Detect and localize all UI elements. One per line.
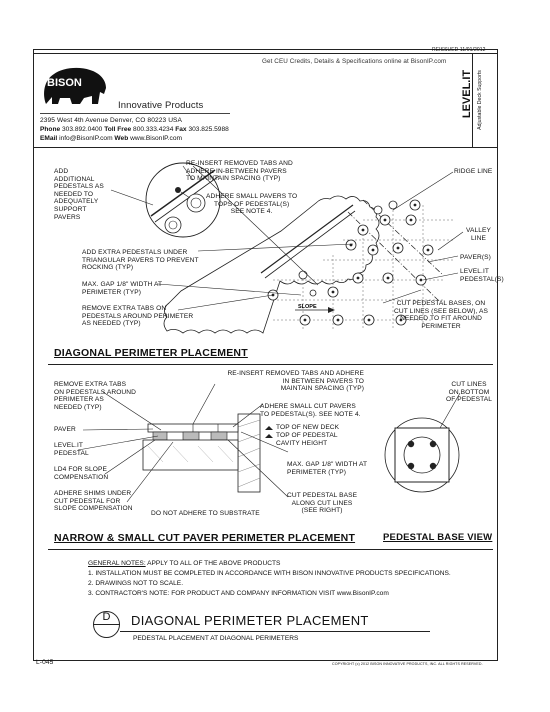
label-reinsert-tabs: RE-INSERT REMOVED TABS AND ADHERE IN-BETWEEN PAVERS TO MAINTAIN SPACING (TYP) [186, 160, 293, 183]
label-n-do-not-adhere: DO NOT ADHERE TO SUBSTRATE [151, 510, 260, 517]
label-cut-lines: CUT LINES ON BOTTOM OF PEDESTAL [446, 381, 493, 404]
company-name: Innovative Products [118, 100, 204, 111]
label-n-ld4: LD4 FOR SLOPE COMPENSATION [54, 466, 109, 481]
label-n-remove-tabs: REMOVE EXTRA TABS ON PEDESTALS AROUND PERIMETER AS NEEDED (TYP) [54, 381, 137, 411]
note-2: 2. DRAWINGS NOT TO SCALE. [88, 580, 184, 587]
sheet-number: L-045 [36, 659, 54, 666]
company-address: 2395 West 4th Avenue Denver, CO 80223 USA [40, 117, 183, 124]
label-ridge-line: RIDGE LINE [454, 168, 493, 175]
label-valley-line: VALLEY LINE [466, 227, 492, 242]
label-n-adhere-shims: ADHERE SHIMS UNDER CUT PEDESTAL FOR SLOPE COMPENSATION [54, 490, 133, 513]
title-block-title: DIAGONAL PERIMETER PLACEMENT [131, 613, 369, 628]
contact-phones: Phone 303.892.0400 Toll Free 800.333.4234 Fax 303.825.5988 [40, 126, 229, 133]
deck-elevation-marker [265, 426, 273, 430]
title-block-subtitle: PEDESTAL PLACEMENT AT DIAGONAL PERIMETERS [133, 635, 299, 642]
label-remove-tabs: REMOVE EXTRA TABS ON PEDESTALS AROUND PERIMETER AS NEEDED (TYP) [82, 305, 194, 328]
label-n-cut-base: CUT PEDESTAL BASE ALONG CUT LINES (SEE RIGHT) [287, 492, 358, 515]
note-3: 3. CONTRACTOR'S NOTE: FOR PRODUCT AND COMPANY INFORMATION VISIT www.BisonIP.com [88, 590, 389, 597]
diagonal-heading-rule [48, 364, 493, 365]
note-1: 1. INSTALLATION MUST BE COMPLETED IN ACCORDANCE WITH BISON INNOVATIVE PRODUCTS SPECIFICATIONS. [88, 570, 451, 577]
copyright: COPYRIGHT (c) 2012 BISON INNOVATIVE PRODUCTS, INC. ALL RIGHTS RESERVED. [332, 662, 483, 666]
label-adhere-small: ADHERE SMALL PAVERS TO TOPS OF PEDESTAL(S) SEE NOTE 4. [206, 193, 298, 216]
bison-logo [40, 64, 110, 108]
slope-label: SLOPE [298, 304, 317, 310]
substrate [143, 440, 238, 470]
label-n-max-gap: MAX. GAP 1/8" WIDTH AT PERIMETER (TYP) [287, 461, 368, 476]
label-n-adhere-small: ADHERE SMALL CUT PAVERS TO PEDESTAL(S). SEE NOTE 4. [260, 403, 361, 418]
detail-pedestal-2 [165, 217, 181, 233]
reissued-date: REISSUED 11/01/2012 [432, 47, 486, 53]
label-n-reinsert-tabs: RE-INSERT REMOVED TABS AND ADHERE IN BETWEEN PAVERS TO MAINTAIN SPACING (TYP) [227, 370, 364, 393]
notes-heading-line: GENERAL NOTES: APPLY TO ALL OF THE ABOVE PRODUCTS [88, 560, 281, 567]
narrow-heading: NARROW & SMALL CUT PAVER PERIMETER PLACEMENT [54, 532, 356, 544]
title-block-rule [120, 631, 430, 632]
label-pavers: PAVER(S) [460, 254, 491, 261]
label-n-top-deck: TOP OF NEW DECK [276, 424, 340, 431]
label-levelit-pedestal: LEVEL.IT PEDESTAL(S) [460, 268, 504, 283]
diagonal-heading: DIAGONAL PERIMETER PLACEMENT [54, 347, 248, 359]
base-view-heading: PEDESTAL BASE VIEW [383, 532, 493, 543]
product-name: LEVEL.IT [461, 69, 473, 119]
label-n-top-pedestal: TOP OF PEDESTAL CAVITY HEIGHT [276, 432, 338, 447]
product-subtitle: Adjustable Deck Supports [477, 70, 483, 130]
general-notes [88, 559, 451, 599]
ceu-text: Get CEU Credits, Details & Specifications online at BisonIP.com [262, 58, 447, 65]
header-divider [33, 147, 498, 148]
pedestal-elevation-marker [265, 434, 273, 438]
detail-pedestal [187, 194, 205, 212]
logo-wordmark: BISON [47, 77, 82, 89]
label-add-pedestals: ADD ADDITIONAL PEDESTALS AS NEEDED TO ADEQUATELY SUPPORT PAVERS [54, 168, 104, 221]
label-cut-bases: CUT PEDESTAL BASES, ON CUT LINES (SEE BELOW), AS NEEDED TO FIT AROUND PERIMETER [394, 300, 488, 330]
detail-letter: D [102, 611, 111, 623]
header-top-rule [33, 53, 498, 54]
label-n-paver: PAVER [54, 426, 76, 433]
narrow-heading-rule [48, 549, 493, 550]
base-square [395, 428, 449, 482]
section-pedestals [153, 432, 227, 440]
company-rule [40, 113, 230, 114]
label-n-levelit: LEVEL.IT PEDESTAL [54, 442, 89, 457]
detail-letter-divider [93, 624, 120, 625]
label-add-extra: ADD EXTRA PEDESTALS UNDER TRIANGULAR PAVERS TO PREVENT ROCKING (TYP) [82, 249, 199, 272]
label-max-gap: MAX. GAP 1/8" WIDTH AT PERIMETER (TYP) [82, 281, 163, 296]
contact-web: EMail info@BisonIP.com Web www.BisonIP.com [40, 135, 182, 142]
